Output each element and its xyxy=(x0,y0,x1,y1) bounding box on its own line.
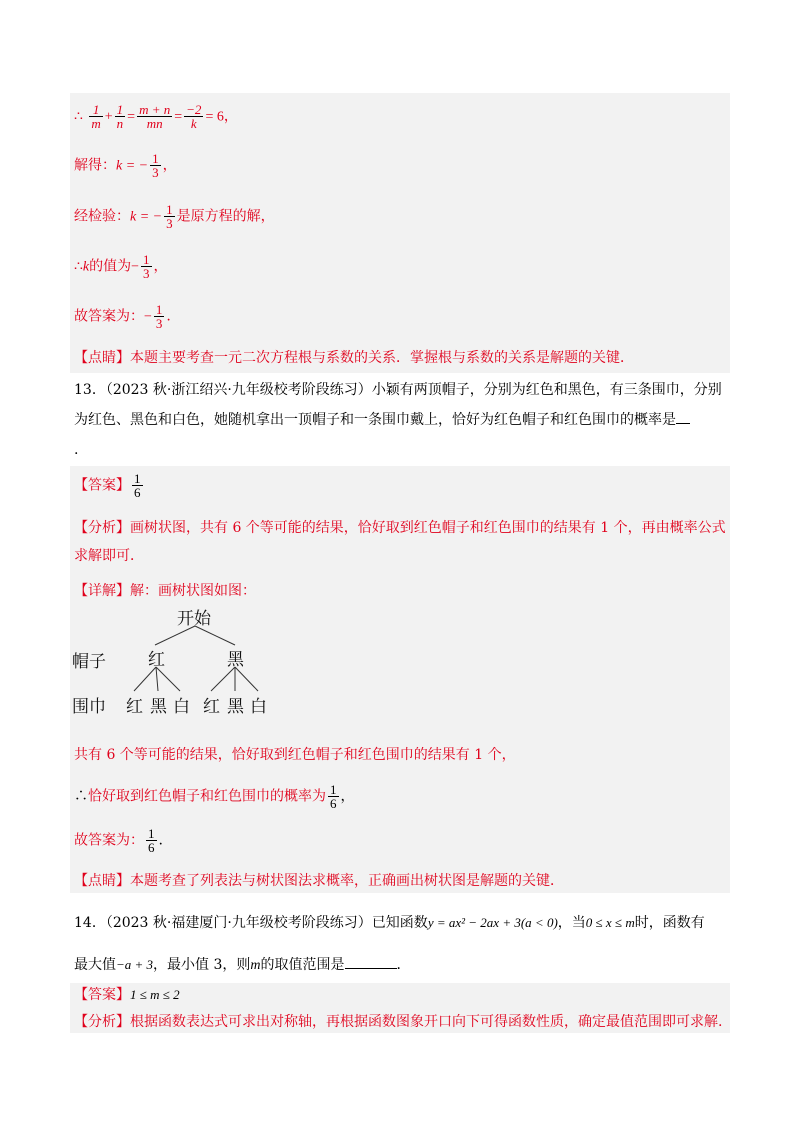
comment-13: 【点睛】本题考查了列表法与树状图法求概率，正确画出树状图是解题的关键． xyxy=(74,873,564,889)
tree-leaf: 白 xyxy=(173,697,190,717)
analysis-13-line2: 求解即可． xyxy=(74,548,144,564)
result-13: 共有 6 个等可能的结果，恰好取到红色帽子和红色围巾的结果有 1 个， xyxy=(74,747,516,763)
tree-row-label-hats: 帽子 xyxy=(72,652,106,672)
question-13-line1: 13．（2023 秋·浙江绍兴·九年级校考阶段练习）小颖有两顶帽子，分别为红色和黑色，有三条围巾，分别 xyxy=(74,382,722,398)
question-14-line1: 14．（2023 秋·福建厦门·九年级校考阶段练习）已知函数y = ax² − 2ax + 3(a < 0)，当0 ≤ x ≤ m时，函数有 xyxy=(74,915,705,931)
final-answer-13: 故答案为： $\frac{1}{6}$ . xyxy=(74,826,163,855)
answer-blank xyxy=(345,968,397,969)
detail-13: 【详解】解：画树状图如图： xyxy=(74,583,256,599)
answer-14: 【答案】1 ≤ m ≤ 2 xyxy=(74,987,180,1003)
tree-node-hat-red: 红 xyxy=(148,650,165,670)
answer-line-12: 故答案为：− $\frac{1}{3}$ . xyxy=(74,302,171,331)
check-line: 经检验：k = − $\frac{1}{3}$ 是原方程的解， xyxy=(74,202,275,231)
question-13-line3: . xyxy=(74,442,79,458)
tree-leaf: 白 xyxy=(250,697,267,717)
answer-13: 【答案】 $\frac{1}{6}$ xyxy=(74,471,141,500)
tree-leaf: 红 xyxy=(126,697,143,717)
tree-leaf: 黑 xyxy=(150,697,167,717)
equation-line: ∴ $\frac{1}{m}$ + $\frac{1}{n}$ = $\frac{m + n}{mn}$ = $\frac{-2}{k}$ = 6， xyxy=(74,102,238,131)
probability-13: ∴恰好取到红色帽子和红色围巾的概率为 $\frac{1}{6}$ ， xyxy=(74,782,355,811)
analysis-13-line1: 【分析】画树状图，共有 6 个等可能的结果，恰好取到红色帽子和红色围巾的结果有 1 个，再由概率公式 xyxy=(74,520,726,536)
solve-line: 解得：k = − $\frac{1}{3}$ ， xyxy=(74,151,177,180)
question-14-line2: 最大值−a + 3，最小值 3，则m的取值范围是 ． xyxy=(74,957,411,973)
tree-leaf: 红 xyxy=(203,697,220,717)
tree-leaf: 黑 xyxy=(227,697,244,717)
question-13-line2: 为红色、黑色和白色，她随机拿出一顶帽子和一条围巾戴上，恰好为红色帽子和红色围巾的概率是 xyxy=(74,410,690,430)
tree-root: 开始 xyxy=(177,609,211,629)
analysis-14: 【分析】根据函数表达式可求出对称轴，再根据函数图象开口向下可得函数性质，确定最值范围即可求解. xyxy=(74,1014,723,1030)
comment-12: 【点睛】本题主要考查一元二次方程根与系数的关系．掌握根与系数的关系是解题的关键． xyxy=(74,350,634,366)
value-line: ∴k的值为− $\frac{1}{3}$ ， xyxy=(74,252,168,281)
tree-row-label-scarves: 围巾 xyxy=(72,697,106,717)
tree-node-hat-black: 黑 xyxy=(227,650,244,670)
